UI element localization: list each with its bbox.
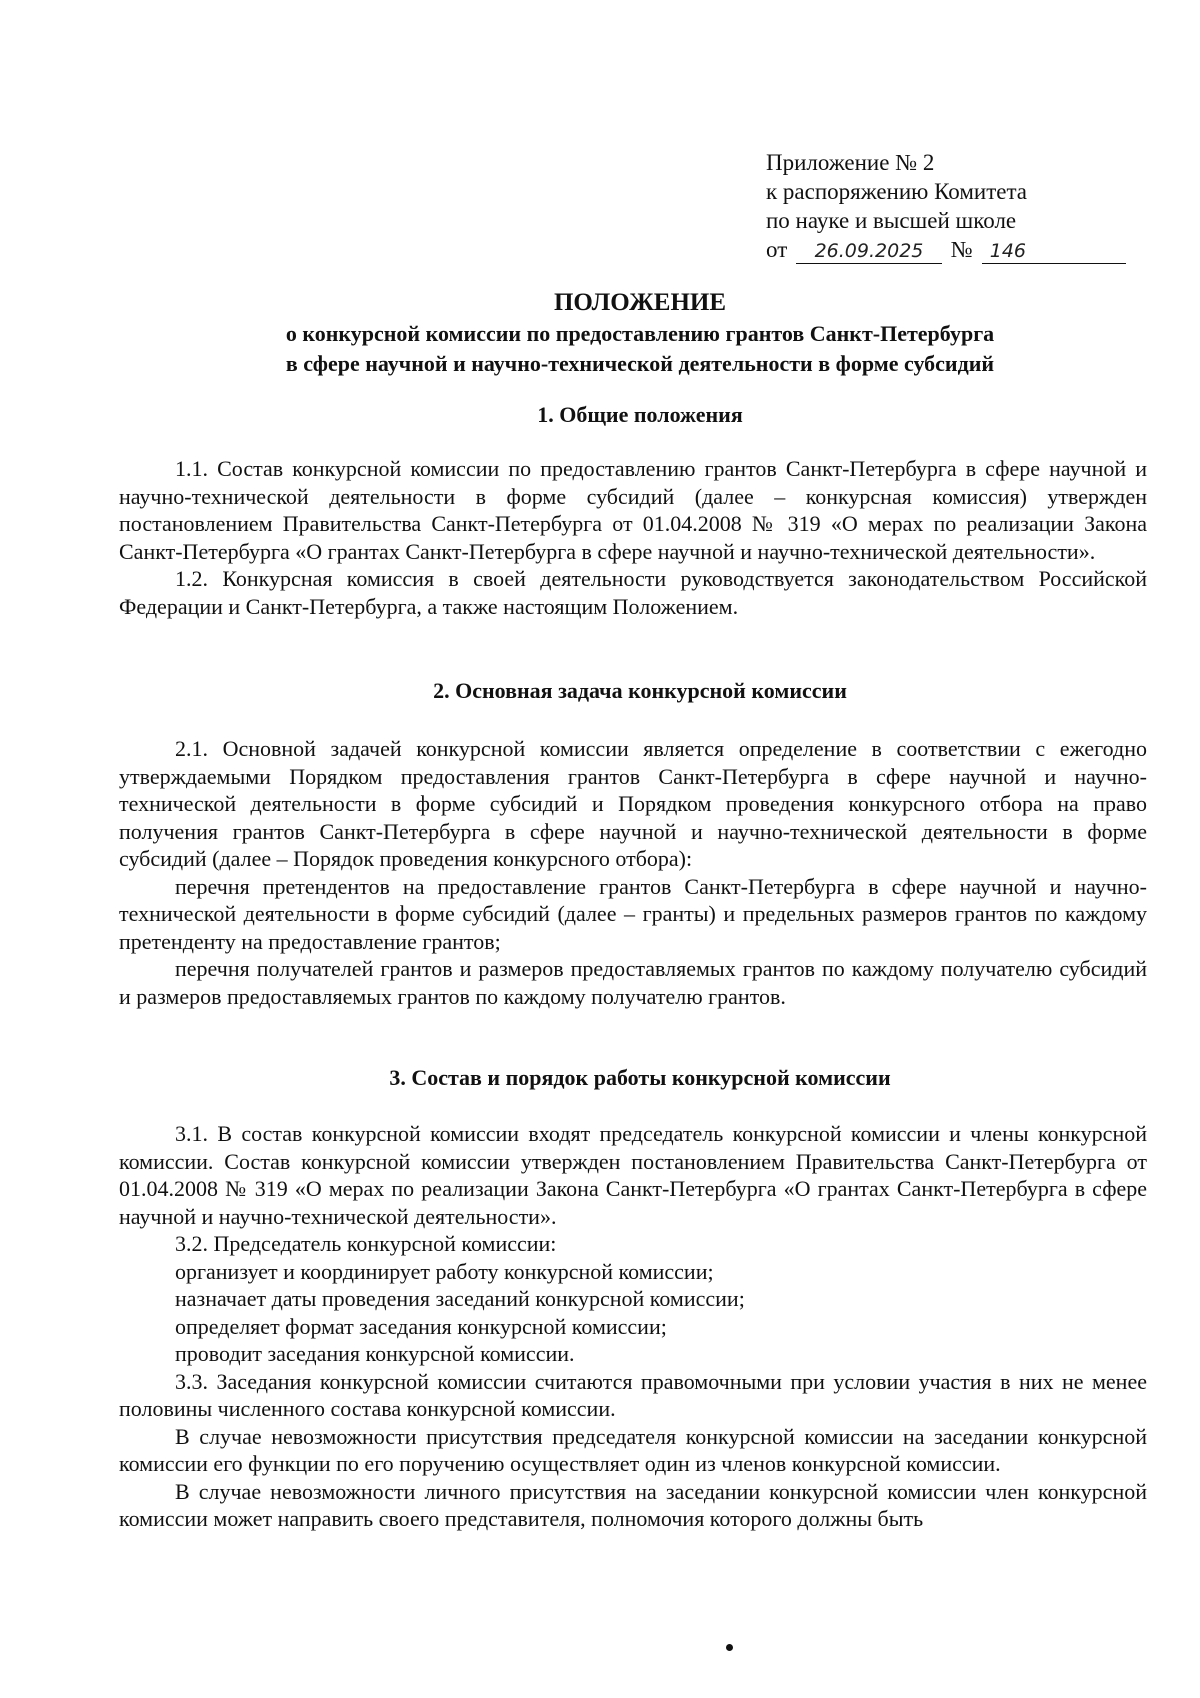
paragraph-3-3-a: В случае невозможности присутствия председателя конкурсной комиссии на заседании конкурсной комиссии его функции по его поручению осуществляет один из членов конкурсной комиссии. <box>119 1423 1147 1476</box>
paragraph-3-3-b: В случае невозможности личного присутствия на заседании конкурсной комиссии член конкурсной комиссии может направить своего представителя, полномочия которого должны быть <box>119 1478 1147 1531</box>
handwritten-number: 146 <box>982 239 1126 264</box>
title-subtitle-line-2: в сфере научной и научно-технической деятельности в форме субсидий <box>285 351 995 376</box>
appendix-header <box>766 148 1126 264</box>
scan-dot-mark <box>726 1644 733 1651</box>
title-main: ПОЛОЖЕНИЕ <box>553 289 727 316</box>
paragraph-2-list-1: перечня претендентов на предоставление грантов Санкт-Петербурга в сфере научной и научно-технической деятельности в форме субсидий (далее – гранты) и предельных размеров грантов по каждому претенденту на предоставление грантов; <box>119 873 1147 954</box>
from-label: от <box>766 237 788 262</box>
section-3-heading: 3. Состав и порядок работы конкурсной комиссии <box>389 1065 891 1090</box>
section-2-body <box>119 735 1147 1010</box>
paragraph-3-1: 3.1. В состав конкурсной комиссии входят председатель конкурсной комиссии и члены конкурсной комиссии. Состав конкурсной комиссии утвержден постановлением Правительства Санкт-Петербурга от 01.04.2008 № 319 «О мерах по реализации Закона Санкт-Петербурга «О грантах Санкт-Петербурга в сфере научной и научно-технической деятельности». <box>119 1121 1147 1229</box>
section-3-body <box>119 1120 1147 1533</box>
paragraph-2-1: 2.1. Основной задачей конкурсной комиссии является определение в соответствии с ежегодно утверждаемыми Порядком предоставления грантов Санкт-Петербурга в сфере научной и научно-технической деятельности в форме субсидий и Порядком проведения конкурсного отбора на право получения грантов Санкт-Петербурга в сфере научной и научно-технической деятельности в форме субсидий (далее – Порядок проведения конкурсного отбора): <box>119 736 1147 871</box>
paragraph-3-2-item-4: проводит заседания конкурсной комиссии. <box>175 1341 575 1366</box>
paragraph-2-list-2: перечня получателей грантов и размеров предоставляемых грантов по каждому получателю субсидий и размеров предоставляемых грантов по каждому получателю грантов. <box>119 956 1147 1009</box>
appendix-line-2: к распоряжению Комитета <box>766 179 1027 204</box>
section-1-body <box>119 455 1147 620</box>
title-subtitle-line-1: о конкурсной комиссии по предоставлению грантов Санкт-Петербурга <box>285 321 995 346</box>
number-label: № <box>950 237 973 262</box>
section-2-heading: 2. Основная задача конкурсной комиссии <box>433 678 847 703</box>
paragraph-1-2: 1.2. Конкурсная комиссия в своей деятельности руководствуется законодательством Российской Федерации и Санкт-Петербурга, а также настоящим Положением. <box>119 566 1147 619</box>
paragraph-3-2-item-3: определяет формат заседания конкурсной комиссии; <box>175 1313 667 1339</box>
paragraph-1-1: 1.1. Состав конкурсной комиссии по предоставлению грантов Санкт-Петербурга в сфере научной и научно-технической деятельности в форме субсидий (далее – конкурсная комиссия) утвержден постановлением Правительства Санкт-Петербурга от 01.04.2008 № 319 «О мерах по реализации Закона Санкт-Петербурга «О грантах Санкт-Петербурга в сфере научной и научно-технической деятельности». <box>119 456 1147 564</box>
appendix-line-1: Приложение № 2 <box>766 150 935 175</box>
appendix-date-number-line <box>766 235 1126 264</box>
appendix-line-3: по науке и высшей школе <box>766 208 1017 233</box>
paragraph-3-2-item-2: назначает даты проведения заседаний конкурсной комиссии; <box>175 1286 745 1311</box>
document-title <box>120 287 1160 379</box>
section-1-heading: 1. Общие положения <box>537 402 743 427</box>
handwritten-date: 26.09.2025 <box>796 239 941 264</box>
paragraph-3-2: 3.2. Председатель конкурсной комиссии: <box>175 1231 557 1256</box>
paragraph-3-3: 3.3. Заседания конкурсной комиссии считаются правомочными при условии участия в них не менее половины численного состава конкурсной комиссии. <box>119 1368 1147 1421</box>
paragraph-3-2-item-1: организует и координирует работу конкурсной комиссии; <box>175 1258 714 1284</box>
